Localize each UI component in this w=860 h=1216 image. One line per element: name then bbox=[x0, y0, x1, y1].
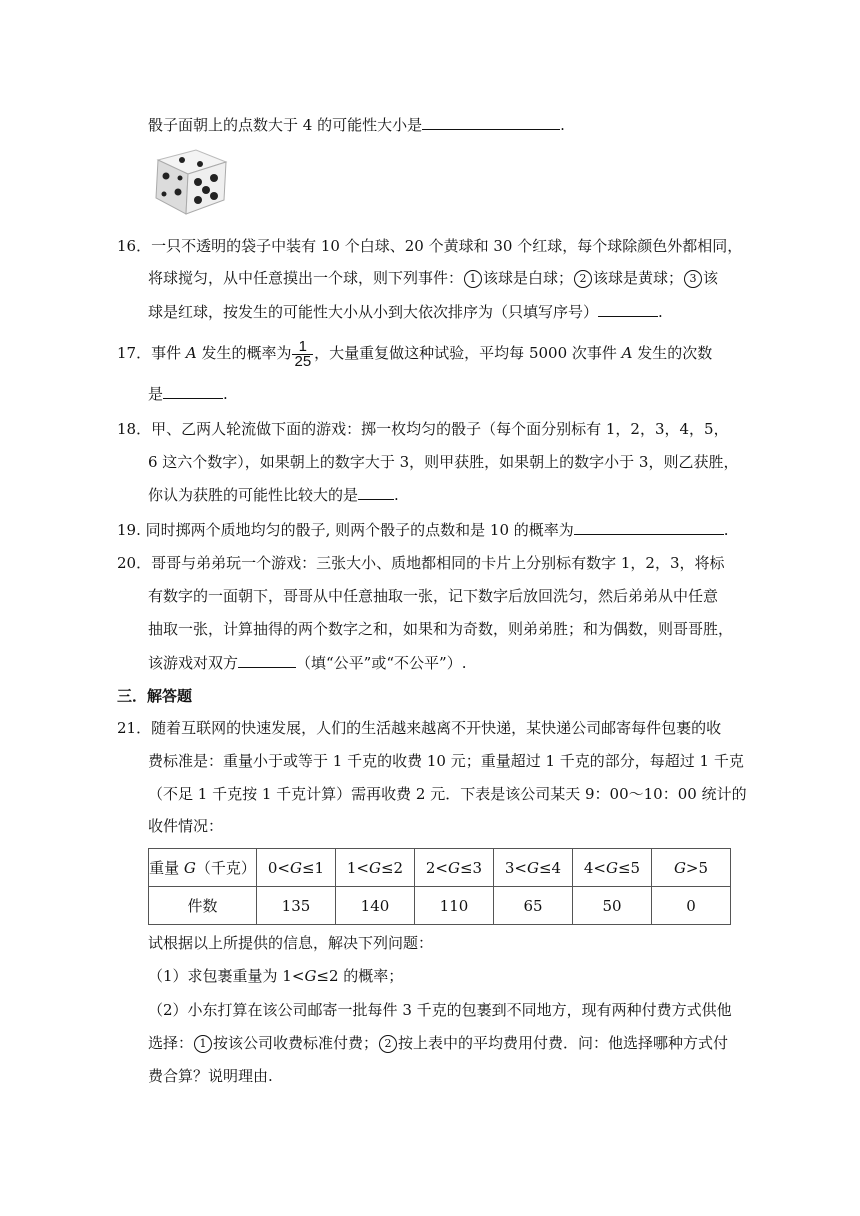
table-header-cell bbox=[573, 849, 652, 887]
header-text: 2< bbox=[425, 858, 448, 877]
table-header-cell bbox=[652, 849, 731, 887]
header-text: ≤3 bbox=[459, 858, 483, 877]
q16-text: 球是红球，按发生的可能性大小从小到大依次排序为（只填写序号） bbox=[148, 303, 599, 321]
q17-line-2: 是 . bbox=[148, 385, 228, 403]
circled-number: 2 bbox=[379, 1035, 397, 1053]
variable-g: G bbox=[369, 858, 381, 877]
q16-line-3: 球是红球，按发生的可能性大小从小到大依次排序为（只填写序号） . bbox=[148, 303, 663, 321]
q20-text: （填“公平”或“不公平”）. bbox=[296, 654, 467, 672]
q21-text: ≤2 的概率； bbox=[316, 967, 404, 985]
q18-line-3: 你认为获胜的可能性比较大的是 . bbox=[148, 486, 399, 504]
circled-number: 2 bbox=[574, 270, 592, 288]
header-text: 4< bbox=[583, 858, 606, 877]
q20-line-3: 抽取一张，计算抽得的两个数字之和，如果和为奇数，则弟弟胜；和为偶数，则哥哥胜， bbox=[148, 620, 734, 638]
table-cell: 135 bbox=[257, 887, 336, 925]
header-text: （千克） bbox=[195, 859, 256, 877]
q17-text: 17．事件 bbox=[117, 344, 186, 362]
table-cell: 110 bbox=[415, 887, 494, 925]
q16-text: 将球搅匀，从中任意摸出一个球，则下列事件： bbox=[148, 269, 464, 287]
q21-line-2: 费标准是：重量小于或等于 1 千克的收费 10 元；重量超过 1 千克的部分，每超过 1 千克 bbox=[148, 752, 744, 770]
q21-part-2-line-1: （2）小东打算在该公司邮寄一批每件 3 千克的包裹到不同地方，现有两种付费方式供他 bbox=[148, 1001, 732, 1019]
dice-image bbox=[152, 146, 228, 216]
q15-answer-blank[interactable] bbox=[422, 114, 560, 130]
q17-text: 是 bbox=[148, 385, 164, 403]
header-text: ≤2 bbox=[380, 858, 404, 877]
q17-answer-blank[interactable] bbox=[163, 383, 223, 399]
fraction-1-25 bbox=[292, 337, 313, 370]
header-text: ≤1 bbox=[301, 858, 325, 877]
header-text: 3< bbox=[504, 858, 527, 877]
variable-g: G bbox=[673, 858, 686, 877]
q17-text: 发生的概率为 bbox=[196, 344, 292, 362]
table-row bbox=[149, 849, 731, 887]
table-header-cell bbox=[415, 849, 494, 887]
q17-line-1 bbox=[117, 338, 712, 369]
table-cell: 65 bbox=[494, 887, 573, 925]
q16-event-1: 该球是白球； bbox=[483, 269, 574, 287]
q19-text: 19. 同时掷两个质地均匀的骰子, 则两个骰子的点数和是 10 的概率为 bbox=[117, 521, 574, 539]
q16-line-1: 16．一只不透明的袋子中装有 10 个白球、20 个黄球和 30 个红球，每个球除颜色外都相同， bbox=[117, 237, 743, 255]
variable-g: G bbox=[527, 858, 539, 877]
q19-line: 19. 同时掷两个质地均匀的骰子, 则两个骰子的点数和是 10 的概率为 . bbox=[117, 521, 729, 539]
header-text: ≤5 bbox=[617, 858, 641, 877]
q20-answer-blank[interactable] bbox=[238, 652, 296, 668]
q18-text: 你认为获胜的可能性比较大的是 bbox=[148, 486, 359, 504]
table-row bbox=[149, 887, 731, 925]
table-header-cell bbox=[257, 849, 336, 887]
q21-part-2-line-3: 费合算？说明理由. bbox=[148, 1067, 273, 1085]
q21-line-3: （不足 1 千克按 1 千克计算）需再收费 2 元．下表是该公司某天 9：00～10：00 统计的 bbox=[148, 785, 747, 803]
q16-line-2 bbox=[148, 268, 718, 288]
variable-a: A bbox=[185, 344, 197, 362]
circled-number: 3 bbox=[684, 270, 702, 288]
header-text: 0< bbox=[267, 858, 290, 877]
q17-text: ，大量重复做这种试验，平均每 5000 次事件 bbox=[314, 344, 622, 362]
header-text: 1< bbox=[346, 858, 369, 877]
circled-number: 1 bbox=[464, 270, 482, 288]
q21-line-4: 收件情况： bbox=[148, 817, 224, 835]
q16-answer-blank[interactable] bbox=[598, 301, 658, 317]
variable-a: A bbox=[621, 344, 633, 362]
q21-text: （1）求包裹重量为 1< bbox=[148, 967, 305, 985]
q20-text: 该游戏对双方 bbox=[148, 654, 239, 672]
q20-line-4 bbox=[148, 652, 466, 673]
table-cell: 50 bbox=[573, 887, 652, 925]
q21-text: 选择： bbox=[148, 1034, 194, 1052]
table-header-cell bbox=[494, 849, 573, 887]
table-cell: 0 bbox=[652, 887, 731, 925]
q19-answer-blank[interactable] bbox=[574, 519, 724, 535]
header-text: >5 bbox=[685, 858, 709, 877]
q21-part-1 bbox=[148, 966, 403, 986]
header-text: 重量 bbox=[149, 859, 184, 877]
q18-line-1: 18．甲、乙两人轮流做下面的游戏：掷一枚均匀的骰子（每个面分别标有 1，2，3，4，5， bbox=[117, 420, 729, 438]
q21-after-table: 试根据以上所提供的信息，解决下列问题： bbox=[148, 934, 434, 952]
section-heading: 三．解答题 bbox=[117, 687, 193, 705]
q21-text: 按该公司收费标准付费； bbox=[213, 1034, 379, 1052]
q16-event-2: 该球是黄球； bbox=[593, 269, 684, 287]
variable-g: G bbox=[290, 858, 302, 877]
q16-event-3: 该 bbox=[703, 269, 719, 287]
q21-text: 按上表中的平均费用付费．问：他选择哪种方式付 bbox=[398, 1034, 729, 1052]
q15-text: 骰子面朝上的点数大于 4 的可能性大小是 bbox=[148, 116, 423, 134]
q21-part-2-line-2 bbox=[148, 1033, 728, 1053]
q20-line-2: 有数字的一面朝下，哥哥从中任意抽取一张，记下数字后放回洗匀，然后弟弟从中任意 bbox=[148, 587, 719, 605]
q20-line-1: 20．哥哥与弟弟玩一个游戏：三张大小、质地都相同的卡片上分别标有数字 1，2，3，将标 bbox=[117, 554, 725, 572]
q17-text: 发生的次数 bbox=[632, 344, 713, 362]
shipment-table bbox=[148, 848, 731, 925]
variable-g: G bbox=[606, 858, 618, 877]
fraction-denominator: 25 bbox=[294, 352, 312, 370]
variable-g: G bbox=[304, 967, 317, 985]
q15-tail: 骰子面朝上的点数大于 4 的可能性大小是 . bbox=[148, 116, 565, 134]
variable-g: G bbox=[448, 858, 460, 877]
header-text: ≤4 bbox=[538, 858, 562, 877]
table-cell: 140 bbox=[336, 887, 415, 925]
fraction-numerator: 1 bbox=[292, 340, 313, 355]
table-row-label: 件数 bbox=[149, 887, 257, 925]
table-header-cell bbox=[149, 849, 257, 887]
q21-line-1: 21．随着互联网的快速发展，人们的生活越来越离不开快递，某快递公司邮寄每件包裹的收 bbox=[117, 719, 722, 737]
variable-g: G bbox=[183, 859, 196, 877]
table-header-cell bbox=[336, 849, 415, 887]
q18-line-2: 6 这六个数字），如果朝上的数字大于 3，则甲获胜，如果朝上的数字小于 3，则乙获胜， bbox=[148, 453, 739, 471]
circled-number: 1 bbox=[194, 1035, 212, 1053]
q18-answer-blank[interactable] bbox=[358, 484, 394, 500]
